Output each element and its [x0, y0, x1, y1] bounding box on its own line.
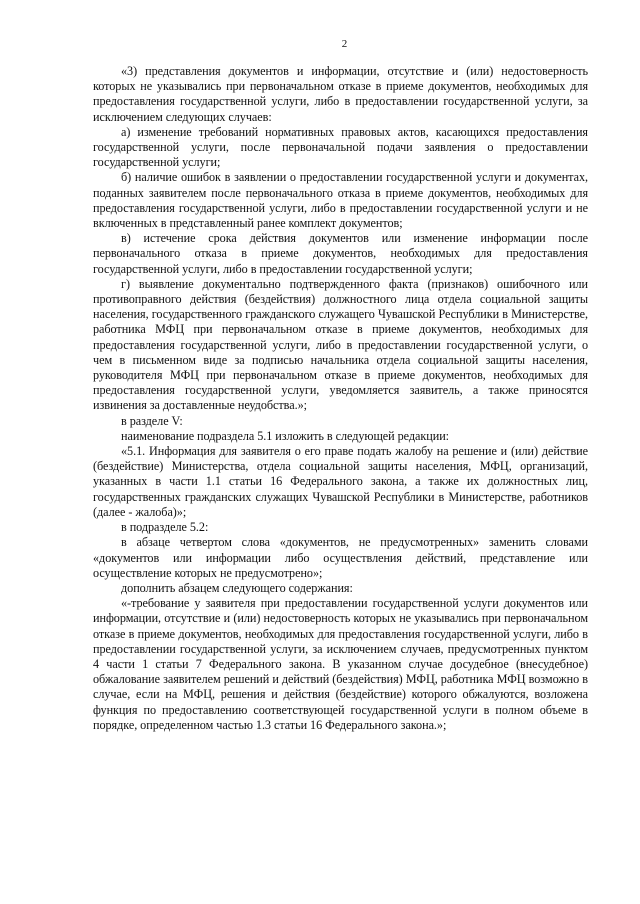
paragraph-abzac-four: в абзаце четвертом слова «документов, не предусмотренных» заменить словами «документов или информации либо осуществления действий, представление или осуществление которых не предусмотрено»; — [93, 535, 588, 580]
paragraph-add-abzac: дополнить абзацем следующего содержания: — [121, 580, 353, 595]
paragraph-item-3-intro: «3) представления документов и информации, отсутствие и (или) недостоверность которых не указывались при первоначальном отказе в приеме документов, необходимых для предоставления государственной услуги, либо в предоставлении государственной услуги, за исключением следующих случаев: — [93, 64, 588, 124]
paragraph-subitem-b: б) наличие ошибок в заявлении о предоставлении государственной услуги и документах, поданных заявителем после первоначального отказа в приеме документов, необходимых для предоставления государственной услуги, либо в предоставлении государственной услуги и не включенных в представленный ранее комплект документов; — [93, 170, 588, 231]
paragraph-subsection-5-1-text: «5.1. Информация для заявителя о его праве подать жалобу на решение и (или) действие (бездействие) Министерства, отдела социальной защиты населения, МФЦ, организаций, указанных в части 1.1 статьи 16 Федерального закона, а также их должностных лиц, государственных гражданских служащих Чувашской Республики в Министерстве, работников (далее - жалоба)»; — [93, 444, 588, 519]
paragraph-section-v: в разделе V: — [121, 413, 183, 428]
paragraph-requirement-text: «-требование у заявителя при предоставлении государственной услуги документов или информации, отсутствие и (или) недостоверность которых не указывались при первоначальном отказе в приеме документов, необходимых для предоставления государственной услуги, либо в предоставлении государственной услуги, за исключением случаев, предусмотренных пунктом 4 части 1 статьи 7 Федерального закона. В указанном случае досудебное (внесудебное) обжалование заявителем решений и действий (бездействия) МФЦ, работника МФЦ возможно в случае, если на МФЦ, решения и действия (бездействие) которого обжалуются, возложена функция по предоставлению соответствующей государственной услуги в полном объеме в порядке, определенном частью 1.3 статьи 16 Федерального закона.»; — [93, 596, 588, 732]
paragraph-subitem-v: в) истечение срока действия документов или изменение информации после первоначального отказа в приеме документов, необходимых для предоставления государственной услуги, либо в предоставлении государственной услуги; — [93, 231, 588, 276]
paragraph-subitem-a: а) изменение требований нормативных правовых актов, касающихся предоставления государственной услуги, после первоначальной подачи заявления о предоставлении государственной услуги; — [93, 124, 588, 170]
paragraph-subsection-5-2: в подразделе 5.2: — [121, 520, 209, 535]
paragraph-subsection-5-1-heading: наименование подраздела 5.1 изложить в следующей редакции: — [121, 428, 450, 443]
page-number: 2 — [341, 38, 348, 50]
paragraph-subitem-g: г) выявление документально подтвержденного факта (признаков) ошибочного или противоправного действия (бездействия) должностного лица отдела социальной защиты населения, государственного гражданского служащего Чувашской Республики в Министерстве, работника МФЦ при первоначальном отказе в приеме документов, необходимых для предоставления государственной услуги, либо в предоставлении государственной услуги, о чем в письменном виде за подписью начальника отдела социальной защиты населения, руководителя МФЦ при первоначальном отказе в приеме документов, необходимых для предоставления государственной услуги, уведомляется заявитель, а также приносятся извинения за доставленные неудобства.»; — [93, 276, 588, 413]
